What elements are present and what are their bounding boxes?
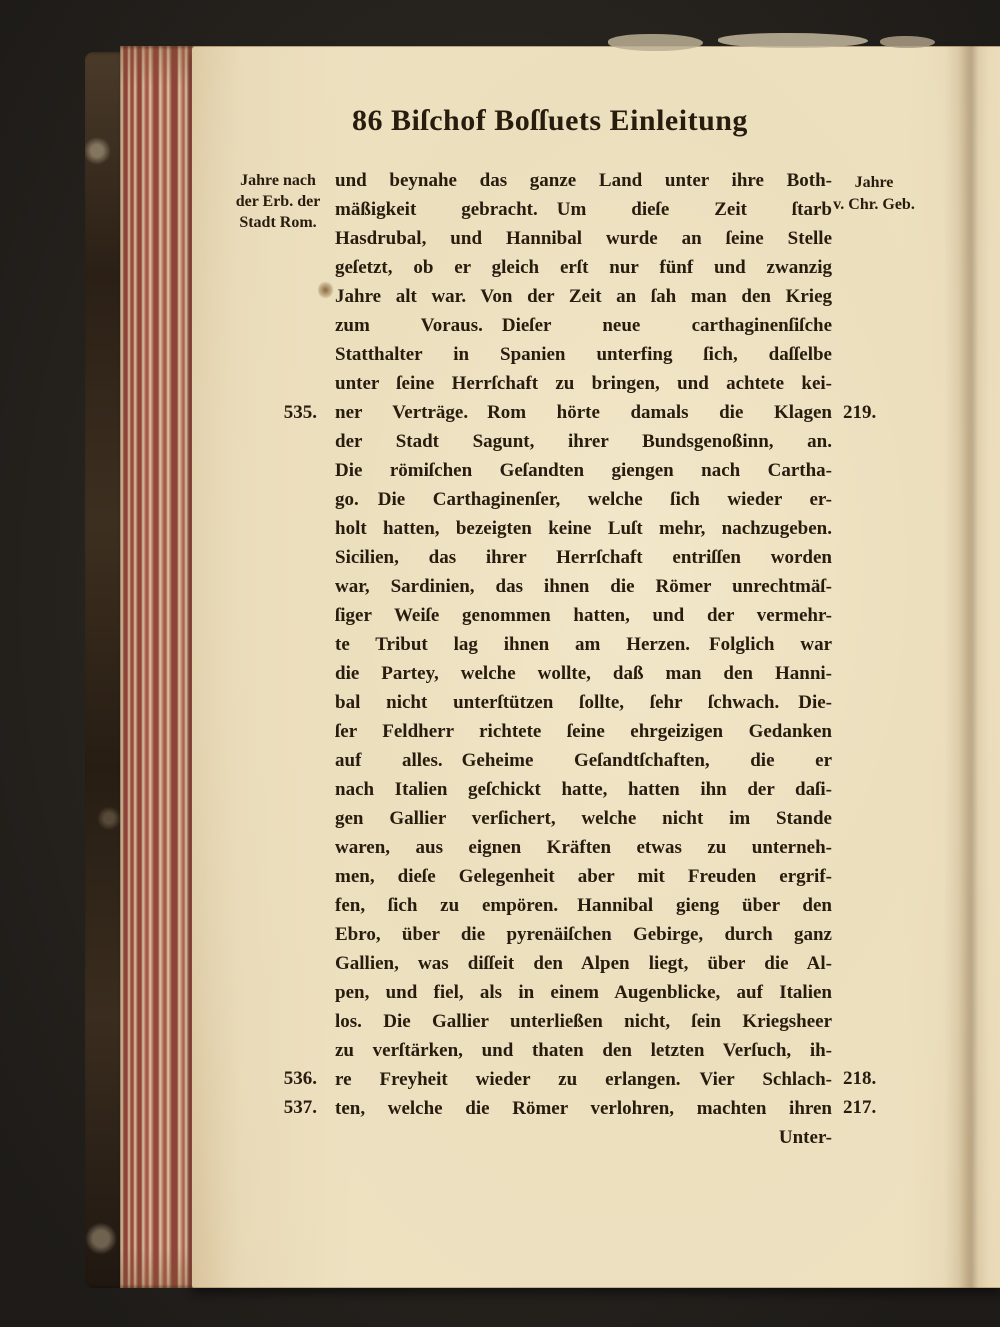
text-line: ſer Feldherr richtete ſeine ehrgeizigen Gedanken <box>335 721 832 742</box>
text-line: Hasdrubal, und Hannibal wurde an ſeine Stelle <box>335 228 832 249</box>
text-line: pen, und fiel, als in einem Augenblicke, auf Italien <box>335 982 832 1003</box>
text-line: go. Die Carthaginenſer, welche ſich wieder er- <box>335 489 832 510</box>
margin-year-rome-536: 536. <box>283 1068 317 1089</box>
top-edge-damage-patch <box>608 34 703 51</box>
margin-year-rome-535: 535. <box>283 402 317 423</box>
page-header: 86 Biſchof Boſſuets Einleitung <box>352 104 748 137</box>
text-line: Die römiſchen Geſandten giengen nach Cartha- <box>335 460 832 481</box>
catchword: Unter- <box>778 1127 832 1148</box>
text-line: Ebro, über die pyrenäiſchen Gebirge, durch ganz <box>335 924 832 945</box>
text-line: Statthalter in Spanien unterfing ſich, daſſelbe <box>335 344 832 365</box>
margin-year-bc-218: 218. <box>843 1068 877 1089</box>
text-line: ſiger Weiſe genommen hatten, und der vermehr- <box>335 605 832 626</box>
margin-note-left-line: Jahre nach <box>240 172 316 189</box>
margin-year-rome-537: 537. <box>283 1097 317 1118</box>
text-line: zu verſtärken, und thaten den letzten Verſuch, ih- <box>335 1040 832 1061</box>
margin-year-bc-217: 217. <box>843 1097 877 1118</box>
body-text-column <box>335 166 832 1152</box>
margin-note-left-line: der Erb. der <box>235 193 321 210</box>
text-line: re Freyheit wieder zu erlangen. Vier Schlach- <box>335 1069 832 1090</box>
page-fore-edge-stack <box>120 46 194 1288</box>
text-line: los. Die Gallier unterließen nicht, ſein Kriegsheer <box>335 1011 832 1032</box>
text-line: gen Gallier verſichert, welche nicht im Stande <box>335 808 832 829</box>
text-line: auf alles. Geheime Geſandtſchaften, die er <box>335 750 832 771</box>
text-line: die Partey, welche wollte, daß man den Hanni- <box>335 663 832 684</box>
text-line: geſetzt, ob er gleich erſt nur fünf und zwanzig <box>335 257 832 278</box>
margin-note-left <box>226 170 330 233</box>
book-cover-edge <box>85 52 125 1288</box>
text-line: Jahre alt war. Von der Zeit an ſah man den Krieg <box>335 286 832 307</box>
margin-note-right <box>821 172 927 216</box>
margin-note-right-line: Jahre <box>854 174 894 191</box>
text-line: ten, welche die Römer verlohren, machten ihren <box>335 1098 832 1119</box>
margin-year-bc-219: 219. <box>843 402 877 423</box>
text-line: Gallien, was diſſeit den Alpen liegt, über die Al- <box>335 953 832 974</box>
ink-smudge <box>318 281 333 299</box>
margin-note-left-line: Stadt Rom. <box>239 214 317 231</box>
text-line: waren, aus eignen Kräften etwas zu unterneh- <box>335 837 832 858</box>
top-edge-damage-patch <box>880 36 935 48</box>
text-line: mäßigkeit gebracht. Um dieſe Zeit ſtarb <box>335 199 832 220</box>
text-line: unter ſeine Herrſchaft zu bringen, und achtete kei- <box>335 373 832 394</box>
text-line: fen, ſich zu empören. Hannibal gieng über den <box>335 895 832 916</box>
text-line: der Stadt Sagunt, ihrer Bundsgenoßinn, an. <box>335 431 832 452</box>
text-line: war, Sardinien, das ihnen die Römer unrechtmäſ- <box>335 576 832 597</box>
text-line: bal nicht unterſtützen ſollte, ſehr ſchwach. Die- <box>335 692 832 713</box>
text-line: und beynahe das ganze Land unter ihre Both- <box>335 170 832 191</box>
text-line: men, dieſe Gelegenheit aber mit Freuden ergrif- <box>335 866 832 887</box>
margin-note-right-line: v. Chr. Geb. <box>833 196 915 213</box>
text-line: holt hatten, bezeigten keine Luſt mehr, nachzugeben. <box>335 518 832 539</box>
gutter-crease <box>944 46 992 1288</box>
text-line: Sicilien, das ihrer Herrſchaft entriſſen worden <box>335 547 832 568</box>
top-edge-damage-patch <box>718 33 868 48</box>
text-line: nach Italien geſchickt hatte, hatten ihn der daſi- <box>335 779 832 800</box>
text-line: te Tribut lag ihnen am Herzen. Folglich war <box>335 634 832 655</box>
text-line: zum Voraus. Dieſer neue carthaginenſiſche <box>335 315 832 336</box>
text-line: ner Verträge. Rom hörte damals die Klagen <box>335 402 832 423</box>
